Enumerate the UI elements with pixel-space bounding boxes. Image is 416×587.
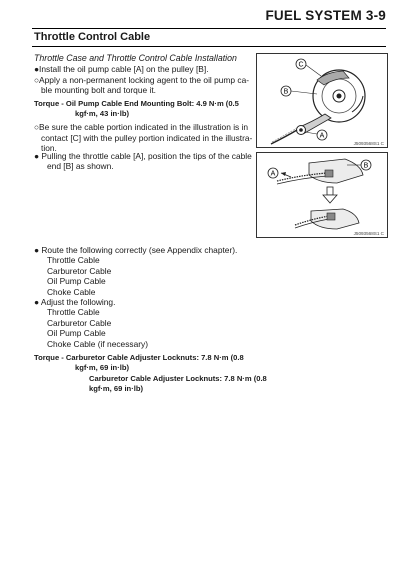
figure-code-2: J5093568S1 C [353,231,384,236]
route-step: ● Route the following correctly (see Appendix chapter). [34,245,238,255]
carburetor-torque-line-2-cont: kgf·m, 69 in·lb) [89,384,144,394]
pull-step-block [34,151,252,172]
route-step-block [34,245,267,395]
figure-code: J5093568S1 C [353,141,384,146]
callout-a-label: A [319,132,325,140]
callout-c-label: C [298,61,304,69]
callout-b-label: B [283,88,289,96]
adjust-item-choke: Choke Cable (if necessary) [47,338,149,349]
adjust-step: ● Adjust the following. [34,297,116,308]
carburetor-torque [34,353,267,395]
route-item-choke: Choke Cable [47,286,96,297]
route-item-carburetor: Carburetor Cable [47,265,112,276]
locking-agent-step-cont: ble mounting bolt and torque it. [41,85,157,96]
case-install-block [34,53,253,154]
locking-agent-step: ○Apply a non-permanent locking agent to the oil pump ca- [34,74,250,85]
section-title: Throttle Control Cable [34,31,151,43]
header-rule [32,28,386,29]
pulley-illustration [257,54,387,147]
page-header: FUEL SYSTEM 3-9 [265,8,386,23]
oil-pump-torque-line: Torque - Oil Pump Cable End Mounting Bolt: 4.9 N·m (0.5 [34,98,239,108]
oil-pump-torque-line-cont: kgf·m, 43 in·lb) [75,109,130,119]
contact-note [34,122,253,154]
contact-note-line: ○Be sure the cable portion indicated in the illustration is in [34,122,249,133]
route-item-throttle: Throttle Cable [47,255,100,266]
install-step: ●Install the oil pump cable [A] on the pulley [B]. [34,64,209,75]
adjust-item-throttle: Throttle Cable [47,307,100,318]
pull-step-line: ● Pulling the throttle cable [A], position the tips of the cable [34,151,252,161]
figure-pulley-cable [256,53,388,148]
carburetor-torque-line: Torque - Carburetor Cable Adjuster Locknuts: 7.8 N·m (0.8 [34,353,244,363]
figure-cable-end [256,152,388,238]
section-rule [32,46,386,47]
pull-step-line-cont: end [B] as shown. [47,161,114,172]
contact-note-line-2: contact [C] with the pulley portion indicated in the illustra- [41,132,253,143]
carburetor-torque-line-cont: kgf·m, 69 in·lb) [75,363,130,373]
adjust-item-carburetor: Carburetor Cable [47,317,112,328]
callout-b-2-label: B [363,162,369,170]
route-item-oil-pump: Oil Pump Cable [47,276,106,287]
carburetor-torque-line-2: Carburetor Cable Adjuster Locknuts: 7.8 N·m (0.8 [89,373,267,383]
adjust-item-oil-pump: Oil Pump Cable [47,328,106,339]
oil-pump-torque [34,99,246,120]
callout-a-2-label: A [270,170,276,178]
cable-end-illustration [257,153,387,237]
contact-note-line-3: tion. [41,143,57,154]
case-install-subtitle: Throttle Case and Throttle Control Cable Installation [34,53,237,63]
